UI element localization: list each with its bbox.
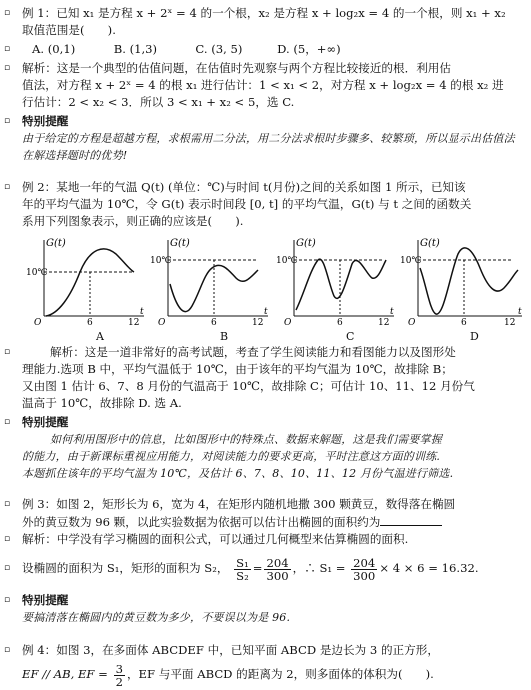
bullet-icon: ▫ (4, 595, 11, 605)
tip2-line2: 的能力，由于新课标重视应用能力，对阅读能力的要求更高，平时注意这方面的训练. (22, 450, 441, 463)
ex4-frac-num: 3 (115, 661, 123, 676)
frac3-num: 204 (353, 555, 376, 570)
tick-12: 12 (504, 318, 516, 326)
ex2-solution (0, 344, 531, 412)
bullet-icon: ▫ (4, 534, 11, 544)
ex3-question (0, 496, 531, 531)
graph-c-svg (276, 234, 398, 326)
origin-label: O (34, 318, 42, 326)
ex2-q-line2: 年的平均气温为 10℃，令 G(t) 表示时间段 [0, t] 的平均气温，G(t) 与 t 之间的函数关 (22, 197, 472, 211)
tick-6: 6 (211, 318, 217, 326)
graph-d-svg (400, 234, 526, 326)
bullet-icon: ▫ (4, 182, 11, 192)
tick-6: 6 (461, 318, 467, 326)
curve-d (420, 248, 518, 314)
frac1-num: S₁ (236, 555, 249, 570)
panel-label-b: B (220, 330, 229, 343)
ex3-formula: ▫ 设椭圆的面积为 S₁，矩形的面积为 S₂， $\frac{\text{S₁}}{\text{S₂}}$ = $\frac{204}{300}$ ，∴ S₁ = $\frac{204}{300}$ × 4 × 6 = 16.32. (4, 555, 479, 583)
ex3-sol-prefix: 设椭圆的面积为 S₁，矩形的面积为 S₂， (22, 561, 229, 575)
origin-label: O (408, 318, 416, 326)
ex1-sol-line1: 解析：这是一个典型的估值问题，在估值时先观察与两个方程比较接近的根．利用估 (22, 61, 451, 75)
tip1-text: 由于给定的方程是超越方程，求根需用二分法，用二分法求根时步骤多、较繁琐，所以显示出估值法在解选择题时的优势! (22, 132, 515, 162)
tip2-heading: 特别提醒 (22, 415, 69, 429)
panel-label-c: C (346, 330, 355, 343)
ten-label: 10℃ (276, 256, 298, 266)
bullet-icon: ▫ (4, 8, 11, 18)
fraction-204-300 (264, 557, 290, 582)
bullet-icon: ▫ (4, 63, 11, 73)
frac2-num: 204 (266, 555, 289, 570)
ex1-sol-line2: 值法，对方程 x + 2ˣ = 4 的根 x₁ 进行估计：1 < x₁ < 2，对方程 x + log₂x = 4 的根 x₂ 进 (22, 78, 504, 92)
bullet-icon: ▫ (4, 417, 11, 427)
y-label: G(t) (46, 238, 66, 249)
bullet-icon: ▫ (4, 645, 11, 655)
ex1-q-line1: 例 1：已知 x₁ 是方程 x + 2ˣ = 4 的一个根，x₂ 是方程 x + log₂x = 4 的一个根，则 x₁ + x₂ (22, 6, 506, 20)
graph-d (400, 234, 526, 331)
ten-label: 10℃ (26, 268, 48, 278)
t-label: t (390, 307, 394, 317)
option-d: D. (5，+∞) (277, 42, 341, 56)
ex1-question (0, 5, 531, 39)
bullet-icon: ▫ (4, 563, 11, 573)
ex3-sol-line1: 解析：中学没有学习椭圆的面积公式，可以通过几何概型来估算椭圆的面积. (22, 532, 409, 546)
tip2-line1: 如何利用图形中的信息，比如图形中的特殊点、数据来解题，这是我们需要掌握 (50, 433, 442, 446)
ten-label: 10℃ (400, 256, 422, 266)
fraction-s1-s2 (234, 557, 251, 582)
ex2-sol-line2: 理能力.选项 B 中，平均气温低于 10℃，由于该年的平均气温为 10℃，故排除 B； (22, 362, 453, 376)
y-label: G(t) (296, 238, 316, 249)
ex3-q-line2-text: 外的黄豆数为 96 颗，以此实验数据为依据可以估计出椭圆的面积约为 (22, 515, 381, 529)
answer-blank (380, 513, 442, 526)
t-label: t (264, 307, 268, 317)
y-label: G(t) (170, 238, 190, 249)
frac2-den: 300 (266, 568, 289, 583)
ex4-question (0, 642, 531, 689)
option-b: B. (1,3) (113, 42, 158, 56)
ex2-q-line1: 例 2：某地一年的气温 Q(t) (单位：℃)与时间 t(月份)之间的关系如图 1 所示，已知该 (22, 180, 466, 194)
y-label: G(t) (420, 238, 440, 249)
bullet-icon: ▫ (4, 499, 11, 509)
frac3-den: 300 (353, 568, 376, 583)
ex4-q-line2 (22, 659, 525, 689)
ex3-q-line1: 例 3：如图 2，矩形长为 6，宽为 4，在矩形内随机地撒 300 颗黄豆，数得落在椭圆 (22, 497, 456, 511)
option-a: A. (0,1) (32, 42, 76, 56)
tip2-line3: 本题抓住该年的平均气温为 10℃，及估计 6、7、8、10、11、12 月份气温进行筛选. (22, 467, 454, 480)
ex4-q-line1: 例 4：如图 3，在多面体 ABCDEF 中，已知平面 ABCD 是边长为 3 的正方形， (22, 643, 439, 657)
ex2-sol-line1: 解析：这是一道非常好的高考试题，考查了学生阅读能力和看图能力以及图形处 (50, 345, 456, 359)
curve-c (296, 259, 386, 310)
fraction-3-2 (114, 663, 125, 688)
ten-label: 10℃ (150, 256, 172, 266)
ex3-solution (0, 531, 531, 548)
fraction-204-300-b (351, 557, 377, 582)
option-c: C. (3, 5) (195, 42, 243, 56)
ex4-frac-den: 2 (115, 674, 123, 689)
ex1-sol-line3: 行估计：2 < x₂ < 3．所以 3 < x₁ + x₂ < 5，选 C. (22, 95, 295, 109)
panel-label-d: D (470, 330, 479, 343)
graph-a-svg (26, 234, 148, 326)
tick-6: 6 (87, 318, 93, 326)
tick-12: 12 (252, 318, 264, 326)
origin-label: O (284, 318, 292, 326)
bullet-icon: ▫ (4, 116, 11, 126)
ex4-q-prefix: EF // AB, EF = (22, 667, 108, 681)
ex2-sol-line3: 又由图 1 估计 6、7、8 月份的气温高于 10℃，故排除 C；可估计 10、11、12 月份气 (22, 379, 475, 393)
ex3-mid: ，∴ S₁ = (292, 561, 346, 575)
t-label: t (518, 307, 522, 317)
graph-row (0, 234, 531, 343)
graph-a (26, 234, 148, 331)
bullet-icon: ▫ (4, 44, 11, 54)
tip3 (0, 592, 531, 626)
tick-12: 12 (128, 318, 140, 326)
ex2-sol-line4: 温高于 10℃，故排除 D. 选 A. (22, 396, 182, 410)
graph-b (150, 234, 272, 331)
ex3-tail: × 4 × 6 = 16.32. (379, 561, 479, 575)
graph-b-svg (150, 234, 272, 326)
t-label: t (140, 307, 144, 317)
tip3-text: 要搞清落在椭圆内的黄豆数为多少，不要误以为是 96. (22, 611, 291, 624)
ex2-q-line3: 系用下列图象表示，则正确的应该是( ). (22, 214, 244, 228)
ex3-q-line2 (22, 513, 525, 531)
tick-12: 12 (378, 318, 390, 326)
panel-label-a: A (96, 330, 104, 343)
tip3-heading: 特别提醒 (22, 593, 69, 607)
ex1-solution (0, 60, 531, 111)
ex1-options (0, 41, 531, 58)
graph-c (276, 234, 398, 331)
tip1-heading: 特别提醒 (22, 114, 69, 128)
ex4-q-suffix: ，EF 与平面 ABCD 的距离为 2，则多面体的体积为( ). (126, 667, 434, 681)
tick-6: 6 (337, 318, 343, 326)
ex2-question (0, 179, 531, 230)
frac1-den: S₂ (236, 568, 249, 583)
tip1 (0, 113, 531, 164)
ex1-q-line2: 取值范围是( ). (22, 23, 116, 37)
bullet-icon: ▫ (4, 347, 11, 357)
tip2 (0, 414, 531, 482)
origin-label: O (158, 318, 166, 326)
